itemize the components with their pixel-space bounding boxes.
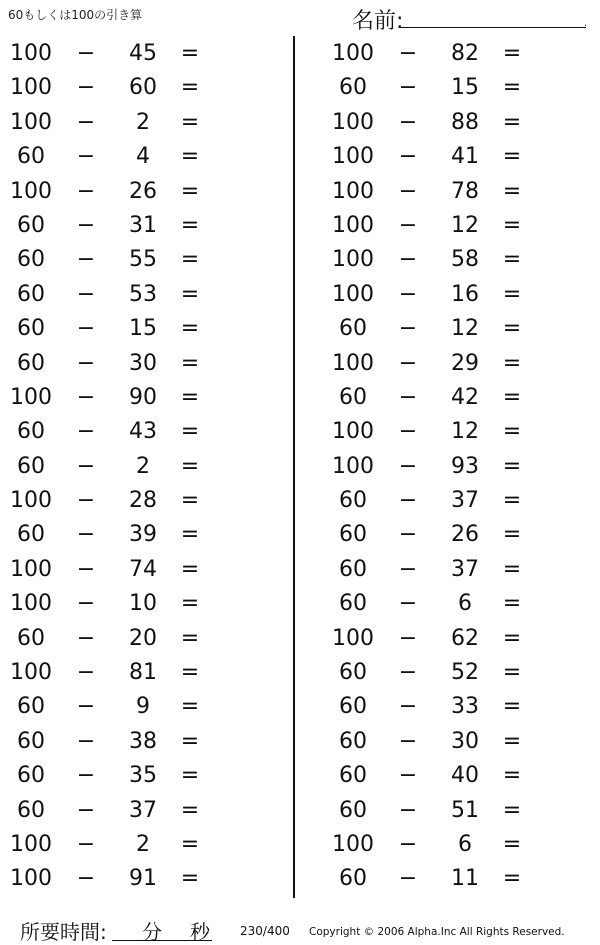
equals-sign: =	[180, 75, 200, 101]
subtrahend: 74	[129, 556, 157, 582]
minus-sign: −	[76, 384, 96, 410]
minuend: 100	[332, 453, 374, 479]
minus-sign: −	[398, 109, 418, 135]
minuend: 100	[10, 75, 52, 101]
minuend: 60	[339, 866, 367, 892]
subtrahend: 12	[451, 419, 479, 445]
minuend: 60	[17, 453, 45, 479]
minus-sign: −	[398, 247, 418, 273]
problem-row	[0, 243, 270, 277]
subtrahend: 15	[451, 75, 479, 101]
problem-row	[0, 278, 270, 312]
seconds-label: 秒	[190, 920, 210, 944]
minus-sign: −	[76, 694, 96, 720]
column-divider	[293, 36, 295, 898]
minuend: 60	[17, 281, 45, 307]
problem-row	[322, 518, 592, 552]
equals-sign: =	[502, 384, 522, 410]
minus-sign: −	[398, 453, 418, 479]
minus-sign: −	[76, 453, 96, 479]
minuend: 60	[17, 763, 45, 789]
minuend: 100	[10, 41, 52, 66]
minuend: 60	[339, 763, 367, 789]
minus-sign: −	[398, 212, 418, 238]
minus-sign: −	[76, 728, 96, 754]
subtrahend: 82	[451, 41, 479, 66]
equals-sign: =	[180, 488, 200, 514]
problem-row	[0, 140, 270, 174]
equals-sign: =	[502, 763, 522, 789]
minuend: 60	[17, 316, 45, 342]
subtrahend: 58	[451, 247, 479, 273]
equals-sign: =	[502, 178, 522, 204]
problem-row	[322, 71, 592, 105]
subtrahend: 15	[129, 316, 157, 342]
problem-row	[322, 243, 592, 277]
equals-sign: =	[502, 694, 522, 720]
problem-row	[0, 106, 270, 140]
equals-sign: =	[180, 212, 200, 238]
problem-row	[322, 725, 592, 759]
time-label: 所要時間:	[20, 920, 107, 944]
subtrahend: 38	[129, 728, 157, 754]
problem-row	[0, 484, 270, 518]
minus-sign: −	[76, 556, 96, 582]
subtrahend: 6	[458, 831, 472, 857]
minus-sign: −	[398, 144, 418, 170]
subtrahend: 11	[451, 866, 479, 892]
minus-sign: −	[76, 178, 96, 204]
minuend: 60	[17, 728, 45, 754]
minuend: 60	[17, 144, 45, 170]
right-problem-column	[322, 37, 592, 897]
minus-sign: −	[398, 831, 418, 857]
minuend: 100	[332, 109, 374, 135]
subtrahend: 45	[129, 41, 157, 66]
subtrahend: 31	[129, 212, 157, 238]
equals-sign: =	[180, 419, 200, 445]
subtrahend: 12	[451, 212, 479, 238]
subtrahend: 43	[129, 419, 157, 445]
problem-row	[322, 622, 592, 656]
minuend: 100	[10, 178, 52, 204]
minuend: 100	[10, 488, 52, 514]
equals-sign: =	[502, 488, 522, 514]
problem-row	[0, 175, 270, 209]
minus-sign: −	[76, 247, 96, 273]
minuend: 60	[17, 212, 45, 238]
minuend: 60	[339, 728, 367, 754]
equals-sign: =	[502, 866, 522, 892]
subtrahend: 4	[136, 144, 150, 170]
minuend: 100	[10, 660, 52, 686]
minus-sign: −	[398, 591, 418, 617]
minuend: 100	[332, 144, 374, 170]
equals-sign: =	[502, 281, 522, 307]
subtrahend: 37	[451, 488, 479, 514]
minus-sign: −	[398, 75, 418, 101]
minuend: 60	[17, 797, 45, 823]
equals-sign: =	[180, 591, 200, 617]
problem-row	[322, 450, 592, 484]
minus-sign: −	[398, 556, 418, 582]
equals-sign: =	[502, 728, 522, 754]
equals-sign: =	[502, 522, 522, 548]
problem-row	[0, 622, 270, 656]
problem-row	[0, 415, 270, 449]
equals-sign: =	[502, 831, 522, 857]
minuend: 100	[332, 625, 374, 651]
minutes-label: 分	[142, 920, 162, 944]
minus-sign: −	[76, 419, 96, 445]
problem-row	[0, 828, 270, 862]
equals-sign: =	[180, 763, 200, 789]
equals-sign: =	[180, 797, 200, 823]
minuend: 60	[339, 488, 367, 514]
minuend: 60	[339, 797, 367, 823]
equals-sign: =	[502, 660, 522, 686]
subtrahend: 37	[129, 797, 157, 823]
minuend: 60	[17, 247, 45, 273]
subtrahend: 90	[129, 384, 157, 410]
problem-row	[0, 71, 270, 105]
problem-row	[0, 312, 270, 346]
minuend: 100	[10, 556, 52, 582]
subtrahend: 9	[136, 694, 150, 720]
subtrahend: 2	[136, 831, 150, 857]
minuend: 100	[10, 384, 52, 410]
subtrahend: 39	[129, 522, 157, 548]
equals-sign: =	[180, 109, 200, 135]
minus-sign: −	[398, 41, 418, 66]
minuend: 100	[332, 212, 374, 238]
subtrahend: 81	[129, 660, 157, 686]
left-problem-column	[0, 37, 270, 897]
equals-sign: =	[502, 212, 522, 238]
minuend: 60	[17, 419, 45, 445]
minus-sign: −	[398, 728, 418, 754]
minus-sign: −	[76, 144, 96, 170]
problem-row	[322, 175, 592, 209]
subtrahend: 35	[129, 763, 157, 789]
problem-row	[0, 209, 270, 243]
equals-sign: =	[180, 694, 200, 720]
minuend: 60	[17, 350, 45, 376]
equals-sign: =	[502, 109, 522, 135]
minuend: 100	[332, 350, 374, 376]
equals-sign: =	[502, 75, 522, 101]
subtrahend: 2	[136, 453, 150, 479]
equals-sign: =	[502, 144, 522, 170]
problem-row	[322, 37, 592, 71]
subtrahend: 51	[451, 797, 479, 823]
equals-sign: =	[502, 350, 522, 376]
equals-sign: =	[180, 350, 200, 376]
subtrahend: 6	[458, 591, 472, 617]
minuend: 100	[332, 247, 374, 273]
problem-row	[0, 725, 270, 759]
subtrahend: 12	[451, 316, 479, 342]
subtrahend: 62	[451, 625, 479, 651]
minuend: 100	[10, 109, 52, 135]
problem-row	[322, 347, 592, 381]
problem-row	[322, 106, 592, 140]
equals-sign: =	[180, 728, 200, 754]
minus-sign: −	[76, 522, 96, 548]
problem-row	[0, 794, 270, 828]
minus-sign: −	[76, 75, 96, 101]
minus-sign: −	[398, 350, 418, 376]
subtrahend: 26	[129, 178, 157, 204]
problem-row	[322, 759, 592, 793]
subtrahend: 37	[451, 556, 479, 582]
problem-row	[322, 312, 592, 346]
subtrahend: 28	[129, 488, 157, 514]
minus-sign: −	[76, 831, 96, 857]
equals-sign: =	[180, 522, 200, 548]
equals-sign: =	[502, 419, 522, 445]
minus-sign: −	[398, 866, 418, 892]
subtrahend: 40	[451, 763, 479, 789]
subtrahend: 30	[451, 728, 479, 754]
problem-row	[0, 347, 270, 381]
subtrahend: 88	[451, 109, 479, 135]
equals-sign: =	[180, 384, 200, 410]
minus-sign: −	[398, 797, 418, 823]
subtrahend: 30	[129, 350, 157, 376]
problem-row	[0, 37, 270, 71]
subtrahend: 26	[451, 522, 479, 548]
problem-row	[0, 862, 270, 896]
equals-sign: =	[502, 453, 522, 479]
minus-sign: −	[76, 660, 96, 686]
minuend: 60	[17, 694, 45, 720]
subtrahend: 10	[129, 591, 157, 617]
subtrahend: 2	[136, 109, 150, 135]
problem-row	[0, 690, 270, 724]
problem-row	[0, 587, 270, 621]
minuend: 100	[332, 419, 374, 445]
minuend: 60	[339, 591, 367, 617]
minus-sign: −	[398, 281, 418, 307]
equals-sign: =	[502, 247, 522, 273]
subtrahend: 55	[129, 247, 157, 273]
minus-sign: −	[398, 178, 418, 204]
minus-sign: −	[398, 488, 418, 514]
subtrahend: 33	[451, 694, 479, 720]
equals-sign: =	[180, 41, 200, 66]
problem-row	[322, 862, 592, 896]
minus-sign: −	[398, 316, 418, 342]
minuend: 60	[339, 522, 367, 548]
page-number: 230/400	[240, 924, 290, 938]
equals-sign: =	[502, 797, 522, 823]
equals-sign: =	[180, 831, 200, 857]
minus-sign: −	[76, 41, 96, 66]
equals-sign: =	[502, 556, 522, 582]
minus-sign: −	[398, 522, 418, 548]
equals-sign: =	[180, 178, 200, 204]
time-answer-line	[112, 916, 212, 944]
minuend: 60	[339, 556, 367, 582]
minuend: 100	[10, 591, 52, 617]
problem-row	[322, 209, 592, 243]
minuend: 100	[332, 831, 374, 857]
equals-sign: =	[180, 625, 200, 651]
minus-sign: −	[398, 419, 418, 445]
equals-sign: =	[180, 144, 200, 170]
problem-row	[322, 415, 592, 449]
minus-sign: −	[398, 660, 418, 686]
problem-row	[322, 587, 592, 621]
minus-sign: −	[398, 763, 418, 789]
equals-sign: =	[180, 660, 200, 686]
minus-sign: −	[76, 350, 96, 376]
equals-sign: =	[180, 247, 200, 273]
equals-sign: =	[180, 866, 200, 892]
subtrahend: 60	[129, 75, 157, 101]
minuend: 100	[10, 866, 52, 892]
name-field-line	[400, 27, 586, 28]
problem-row	[0, 553, 270, 587]
subtrahend: 93	[451, 453, 479, 479]
equals-sign: =	[180, 453, 200, 479]
minuend: 60	[339, 384, 367, 410]
minuend: 60	[339, 75, 367, 101]
minuend: 100	[332, 281, 374, 307]
minus-sign: −	[398, 625, 418, 651]
problem-row	[0, 518, 270, 552]
minuend: 60	[339, 316, 367, 342]
equals-sign: =	[502, 625, 522, 651]
subtrahend: 78	[451, 178, 479, 204]
minus-sign: −	[398, 384, 418, 410]
subtrahend: 91	[129, 866, 157, 892]
problem-row	[322, 484, 592, 518]
subtrahend: 16	[451, 281, 479, 307]
equals-sign: =	[502, 316, 522, 342]
problem-row	[322, 656, 592, 690]
problem-row	[0, 656, 270, 690]
minus-sign: −	[76, 212, 96, 238]
minuend: 60	[17, 625, 45, 651]
problem-row	[322, 278, 592, 312]
minus-sign: −	[76, 281, 96, 307]
minus-sign: −	[76, 866, 96, 892]
subtrahend: 42	[451, 384, 479, 410]
minuend: 100	[10, 831, 52, 857]
minus-sign: −	[76, 316, 96, 342]
name-label: 名前:	[352, 9, 404, 34]
minus-sign: −	[76, 797, 96, 823]
minus-sign: −	[76, 625, 96, 651]
subtrahend: 52	[451, 660, 479, 686]
problem-row	[322, 828, 592, 862]
subtrahend: 20	[129, 625, 157, 651]
subtrahend: 53	[129, 281, 157, 307]
problem-row	[322, 690, 592, 724]
problem-row	[0, 759, 270, 793]
worksheet-title: 60もしくは100の引き算	[8, 8, 143, 22]
equals-sign: =	[502, 591, 522, 617]
equals-sign: =	[180, 316, 200, 342]
subtrahend: 41	[451, 144, 479, 170]
problem-row	[322, 381, 592, 415]
name-field-end-dot: .	[584, 18, 588, 29]
minuend: 100	[332, 178, 374, 204]
problem-row	[322, 794, 592, 828]
minus-sign: −	[76, 488, 96, 514]
minus-sign: −	[76, 763, 96, 789]
equals-sign: =	[180, 281, 200, 307]
equals-sign: =	[180, 556, 200, 582]
minuend: 60	[339, 660, 367, 686]
minus-sign: −	[398, 694, 418, 720]
problem-row	[322, 140, 592, 174]
minus-sign: −	[76, 109, 96, 135]
equals-sign: =	[502, 41, 522, 66]
problem-row	[0, 381, 270, 415]
copyright-notice: Copyright © 2006 Alpha.Inc All Rights Reserved.	[309, 926, 565, 938]
minuend: 100	[332, 41, 374, 66]
subtrahend: 29	[451, 350, 479, 376]
problem-row	[322, 553, 592, 587]
problem-row	[0, 450, 270, 484]
minuend: 60	[17, 522, 45, 548]
minuend: 60	[339, 694, 367, 720]
minus-sign: −	[76, 591, 96, 617]
